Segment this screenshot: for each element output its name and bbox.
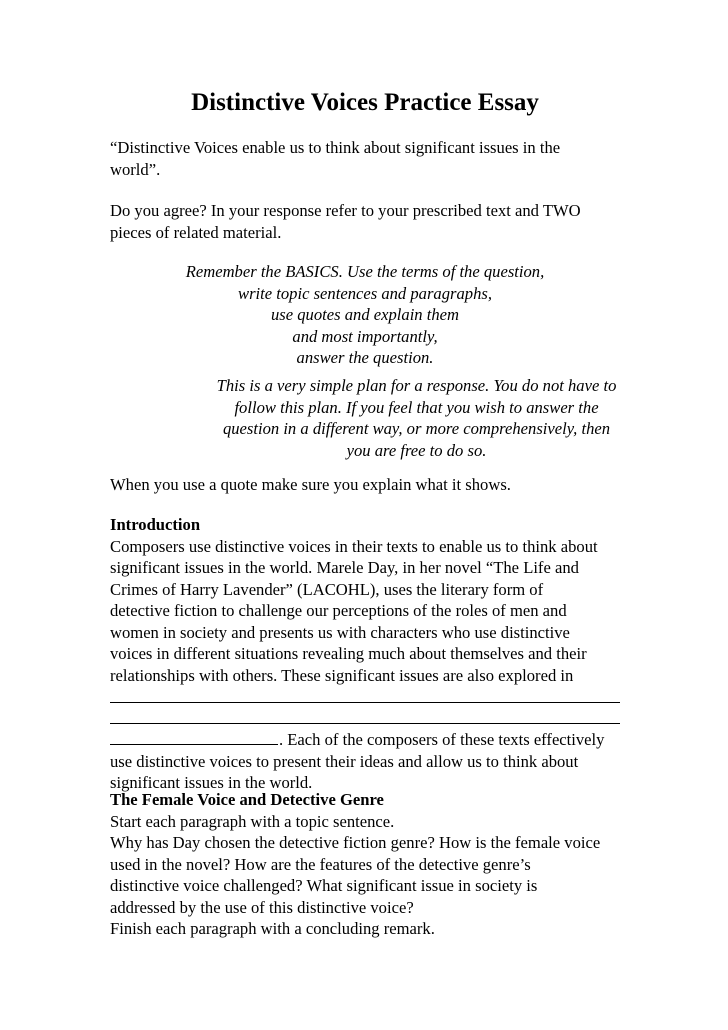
fill-in-blank-line bbox=[110, 686, 620, 708]
instruction-line: pieces of related material. bbox=[110, 222, 282, 242]
page-title: Distinctive Voices Practice Essay bbox=[191, 89, 539, 116]
basics-line: write topic sentences and paragraphs, bbox=[238, 283, 492, 303]
introduction-line bbox=[110, 729, 620, 751]
basics-line: Remember the BASICS. Use the terms of the question, bbox=[185, 262, 545, 281]
plan-note-line: you are free to do so. bbox=[346, 440, 487, 460]
fill-in-blank-short bbox=[110, 729, 278, 745]
instruction-line: Do you agree? In your response refer to your prescribed text and TWO bbox=[110, 201, 581, 220]
section-line: distinctive voice challenged? What significant issue in society is bbox=[110, 876, 538, 895]
essay-instruction bbox=[110, 200, 620, 243]
basics-line: use quotes and explain them bbox=[270, 305, 460, 324]
introduction-line: Composers use distinctive voices in their texts to enable us to think about bbox=[110, 536, 598, 556]
plan-note-line: This is a very simple plan for a response. You do not have to bbox=[216, 376, 617, 395]
section-heading: The Female Voice and Detective Genre bbox=[110, 790, 384, 809]
introduction-line: use distinctive voices to present their ideas and allow us to think about bbox=[110, 751, 579, 771]
introduction-line: voices in different situations revealing much about themselves and their bbox=[110, 644, 587, 663]
section-line: Why has Day chosen the detective fiction genre? How is the female voice bbox=[110, 833, 601, 852]
section-line: addressed by the use of this distinctive voice? bbox=[110, 897, 414, 917]
essay-question bbox=[110, 137, 620, 180]
plan-note bbox=[110, 375, 620, 461]
introduction-after-blank: . Each of the composers of these texts effectively bbox=[279, 730, 605, 749]
fill-in-blank-line bbox=[110, 708, 620, 730]
basics-line: answer the question. bbox=[296, 348, 434, 367]
basics-reminder bbox=[110, 261, 620, 369]
introduction-line: significant issues in the world. Marele Day, in her novel “The Life and bbox=[110, 558, 579, 577]
question-line: “Distinctive Voices enable us to think about significant issues in the bbox=[110, 138, 561, 157]
question-line: world”. bbox=[110, 159, 161, 179]
female-voice-section bbox=[110, 789, 620, 940]
introduction-heading: Introduction bbox=[110, 515, 201, 534]
introduction-line: detective fiction to challenge our perceptions of the roles of men and bbox=[110, 601, 567, 620]
introduction-section bbox=[110, 514, 620, 794]
quote-tip-text: When you use a quote make sure you explain what it shows. bbox=[110, 475, 511, 494]
section-line: Start each paragraph with a topic sentence. bbox=[110, 811, 395, 831]
quote-tip bbox=[110, 474, 620, 496]
section-line: used in the novel? How are the features of the detective genre’s bbox=[110, 854, 531, 874]
basics-line: and most importantly, bbox=[292, 326, 438, 346]
plan-note-line: follow this plan. If you feel that you wish to answer the bbox=[234, 397, 599, 417]
section-line: Finish each paragraph with a concluding remark. bbox=[110, 919, 435, 938]
introduction-line: Crimes of Harry Lavender” (LACOHL), uses the literary form of bbox=[110, 579, 544, 599]
plan-note-line: question in a different way, or more comprehensively, then bbox=[222, 419, 611, 438]
introduction-line: significant issues in the world. bbox=[110, 773, 313, 792]
introduction-line: women in society and presents us with characters who use distinctive bbox=[110, 622, 570, 642]
introduction-line: relationships with others. These significant issues are also explored in bbox=[110, 665, 574, 685]
